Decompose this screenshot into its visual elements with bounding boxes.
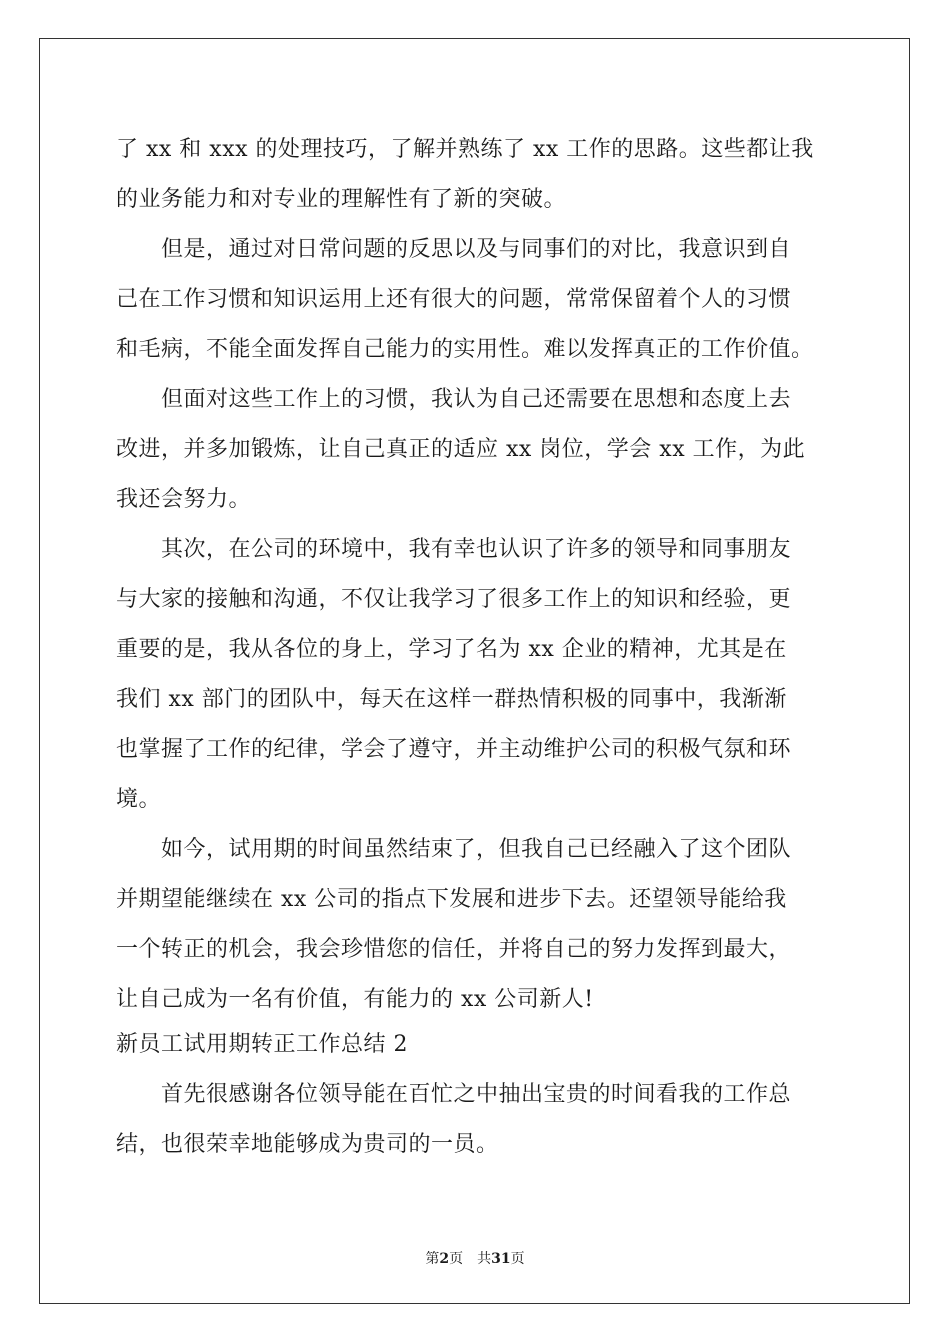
section-heading: 新员工试用期转正工作总结 2: [116, 1032, 408, 1057]
body-text-line: 我还会努力。: [116, 487, 252, 512]
body-text-line: 如今，试用期的时间虽然结束了，但我自己已经融入了这个团队: [116, 837, 792, 862]
body-text-line: 与大家的接触和沟通，不仅让我学习了很多工作上的知识和经验，更: [116, 587, 792, 612]
body-text-line: 和毛病，不能全面发挥自己能力的实用性。难以发挥真正的工作价值。: [116, 337, 814, 362]
body-text-line: 了 xx 和 xxx 的处理技巧，了解并熟练了 xx 工作的思路。这些都让我: [116, 137, 814, 162]
body-text-line: 首先很感谢各位领导能在百忙之中抽出宝贵的时间看我的工作总: [116, 1082, 792, 1107]
body-text-line: 重要的是，我从各位的身上，学习了名为 xx 企业的精神，尤其是在: [116, 637, 787, 662]
page-footer: [0, 1248, 950, 1268]
body-text-line: 的业务能力和对专业的理解性有了新的突破。: [116, 187, 567, 212]
body-text-line: 改进，并多加锻炼，让自己真正的适应 xx 岗位，学会 xx 工作，为此: [116, 437, 806, 462]
body-text-line: 也掌握了工作的纪律，学会了遵守，并主动维护公司的积极气氛和环: [116, 737, 792, 762]
body-text-line: 我们 xx 部门的团队中，每天在这样一群热情积极的同事中，我渐渐: [116, 687, 787, 712]
body-text-line: 一个转正的机会，我会珍惜您的信任，并将自己的努力发挥到最大，: [116, 937, 792, 962]
current-page-number: 2: [439, 1251, 450, 1267]
total-pages-number: 31: [491, 1251, 511, 1267]
body-text-line: 但面对这些工作上的习惯，我认为自己还需要在思想和态度上去: [116, 387, 792, 412]
body-text-line: 但是，通过对日常问题的反思以及与同事们的对比，我意识到自: [116, 237, 792, 262]
body-text-line: 让自己成为一名有价值，有能力的 xx 公司新人!: [116, 987, 594, 1012]
body-text-line: 己在工作习惯和知识运用上还有很大的问题，常常保留着个人的习惯: [116, 287, 792, 312]
body-text-line: 其次，在公司的环境中，我有幸也认识了许多的领导和同事朋友: [116, 537, 792, 562]
body-text-line: 境。: [116, 787, 162, 812]
footer-mid: 页 共: [449, 1251, 492, 1267]
footer-suffix: 页: [510, 1251, 525, 1267]
body-text-line: 并期望能继续在 xx 公司的指点下发展和进步下去。还望领导能给我: [116, 887, 787, 912]
page-border: [39, 38, 910, 1304]
footer-prefix: 第: [425, 1251, 440, 1267]
body-text-line: 结，也很荣幸地能够成为贵司的一员。: [116, 1132, 499, 1157]
